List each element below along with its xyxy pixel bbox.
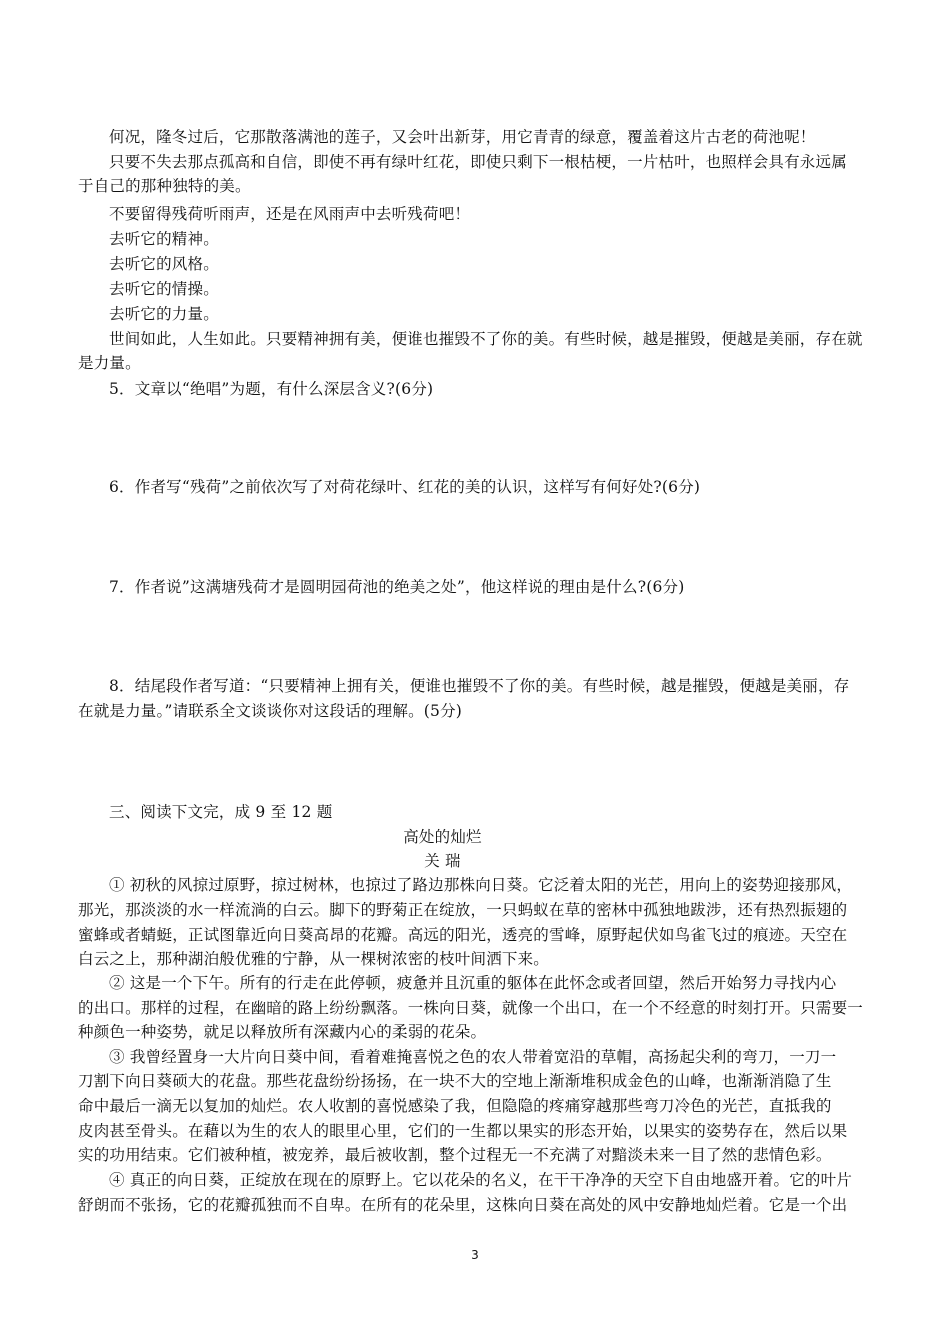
paragraph-line: 世间如此，人生如此。只要精神拥有美，便谁也摧毁不了你的美。有些时候，越是摧毁，便越是美丽，存在就 [109,330,863,348]
section-heading: 三、阅读下文完，成 9 至 12 题 [109,803,333,821]
paragraph-line: 的出口。那样的过程，在幽暗的路上纷纷飘落。一株向日葵，就像一个出口，在一个不经意的时刻打开。只需要一 [78,999,864,1017]
paragraph-line: 命中最后一滴无以复加的灿烂。农人收割的喜悦感染了我，但隐隐的疼痛穿越那些弯刀冷色的光芒，直抵我的 [78,1097,832,1115]
paragraph-line: ① 初秋的风掠过原野，掠过树林，也掠过了路边那株向日葵。它泛着太阳的光芒，用向上的姿势迎接那风， [109,876,853,894]
paragraph-line: 去听它的情操。 [109,280,219,298]
question-5: 5．文章以“绝唱”为题，有什么深层含义?(6分) [109,380,434,398]
paragraph-line: 何况，隆冬过后，它那散落满池的莲子，又会叶出新芽，用它青青的绿意，覆盖着这片古老的荷池呢！ [109,128,816,146]
paragraph-line: 刀割下向日葵硕大的花盘。那些花盘纷纷扬扬，在一块不大的空地上渐渐堆积成金色的山峰，也渐渐消隐了生 [78,1072,832,1090]
question-7: 7．作者说”这满塘残荷才是圆明园荷池的绝美之处”，他这样说的理由是什么?(6分) [109,578,685,596]
page-number: 3 [471,1248,479,1262]
paragraph-line: ④ 真正的向日葵，正绽放在现在的原野上。它以花朵的名义，在干干净净的天空下自由地盛开着。它的叶片 [109,1171,853,1189]
paragraph-line: 去听它的风格。 [109,255,219,273]
paragraph-line: 舒朗而不张扬，它的花瓣孤独而不自卑。在所有的花朵里，这株向日葵在高处的风中安静地灿烂着。它是一个出 [78,1196,848,1214]
paragraph-line: 皮肉甚至骨头。在藉以为生的农人的眼里心里，它们的一生都以果实的形态开始，以果实的姿势存在，然后以果 [78,1122,848,1140]
paragraph-line: 是力量。 [78,354,141,372]
paragraph-line: 去听它的力量。 [109,305,219,323]
question-6: 6．作者写“残荷”之前依次写了对荷花绿叶、红花的美的认识，这样写有何好处?(6分) [109,478,701,496]
paragraph-line: 去听它的精神。 [109,230,219,248]
paragraph-line: ② 这是一个下午。所有的行走在此停顿，疲惫并且沉重的躯体在此怀念或者回望，然后开始努力寻找内心 [109,974,837,992]
article-author: 关 瑞 [424,852,461,870]
paragraph-line: 只要不失去那点孤高和自信，即使不再有绿叶红花，即使只剩下一根枯梗，一片枯叶，也照样会具有永远属 [109,153,847,171]
paragraph-line: 实的功用结束。它们被种植，被宠养，最后被收割，整个过程无一不充满了对黯淡未来一目了然的悲情色彩。 [78,1146,832,1164]
paragraph-line: ③ 我曾经置身一大片向日葵中间，看着难掩喜悦之色的农人带着宽沿的草帽，高扬起尖利的弯刀，一刀一 [109,1048,837,1066]
question-8-line1: 8．结尾段作者写道：“只要精神上拥有关，便谁也摧毁不了你的美。有些时候，越是摧毁，便越是美丽，存 [109,677,850,695]
paragraph-line: 种颜色一种姿势，就足以释放所有深藏内心的柔弱的花朵。 [78,1023,487,1041]
article-title: 高处的灿烂 [403,828,482,846]
paragraph-line: 蜜蜂或者蜻蜓，正试图靠近向日葵高昂的花瓣。高远的阳光，透亮的雪峰，原野起伏如鸟雀飞过的痕迹。天空在 [78,926,848,944]
paragraph-line: 白云之上，那种湖泊般优雅的宁静，从一棵树浓密的枝叶间洒下来。 [78,950,550,968]
question-8-line2: 在就是力量。”请联系全文谈谈你对这段话的理解。(5分) [78,702,463,720]
paragraph-line: 于自己的那种独特的美。 [78,177,251,195]
paragraph-line: 不要留得残荷听雨声，还是在风雨声中去听残荷吧！ [109,205,471,223]
paragraph-line: 那光，那淡淡的水一样流淌的白云。脚下的野菊正在绽放，一只蚂蚁在草的密林中孤独地跋涉，还有热烈振翅的 [78,901,848,919]
